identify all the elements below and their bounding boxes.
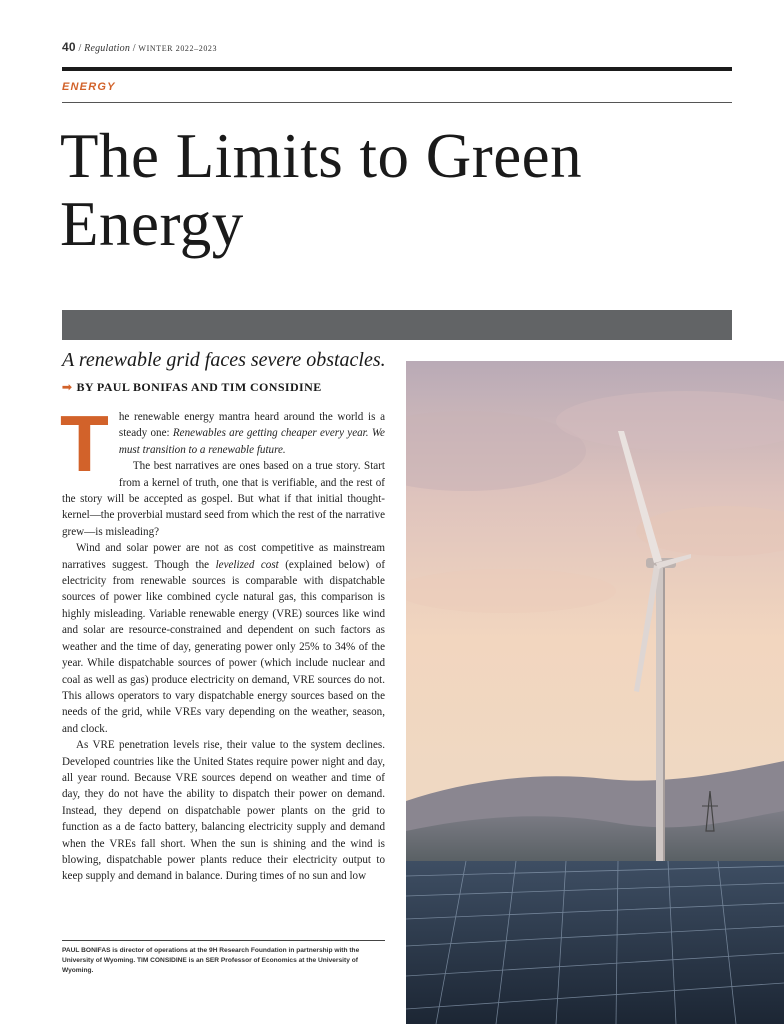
paragraph-text: he renewable energy mantra heard around the world is a steady one: (118, 411, 385, 440)
paragraph (60, 399, 385, 488)
emphasis-text: levelized cost (215, 558, 279, 571)
section-rule (62, 102, 732, 103)
publication-name: Regulation (84, 43, 131, 54)
paragraph-text: (explained below) of electricity from renewable sources is comparable with dispatchable sources of power like combined cycle natural gas, this comparison is highly misleading. Variable renewable energy (VRE) sources like wind and solar are resource-constrained and dependent on such factors as weather and the time of day, generating power only 25% to 34% of the year. While dispatchable sources of power (which include nuclear and coal as well as gas) produce electricity on demand, VRE sources do not. This allows operators to vary dispatchable energy sources based on the needs of the grid, while VREs vary depending on the weather, season, and clock. (62, 558, 386, 735)
folio-separator: / (78, 43, 82, 54)
article-deck: A renewable grid faces severe obstacles. (62, 349, 386, 371)
page-number: 40 (62, 40, 76, 54)
arrow-icon: ➟ (62, 380, 73, 394)
emphasis-text: Renewables are getting cheaper every year. We must transition to a renewable future. (118, 427, 385, 456)
paragraph (62, 540, 385, 737)
byline (62, 380, 322, 395)
page-folio (62, 40, 217, 54)
drop-cap: T (60, 399, 109, 488)
wind-turbine-photo (406, 361, 784, 1024)
author-footnote: PAUL BONIFAS is director of operations at the 9H Research Foundation in partnership with the University of Wyoming. TIM CONSIDINE is an SER Professor of Economics at the University of Wyoming. (62, 940, 385, 976)
issue-label: WINTER 2022–2023 (138, 44, 218, 53)
article-title: The Limits to Green Energy (60, 121, 583, 259)
byline-text: BY PAUL BONIFAS AND TIM CONSIDINE (76, 380, 322, 394)
paragraph-text: Wind and solar power are not as cost competitive as mainstream narratives suggest. Though the (62, 542, 385, 571)
paragraph: The best narratives are ones based on a true story. Start from a kernel of truth, one that is verifiable, and the rest of the story will be accepted as gospel. But what if that initial thought-kernel—the proverbial mustard seed from which the rest of the narrative grew—is misleading? (62, 460, 385, 538)
title-bar (62, 310, 732, 340)
section-label: ENERGY (62, 81, 116, 93)
top-rule (62, 67, 732, 71)
paragraph: As VRE penetration levels rise, their value to the system declines. Developed countries like the United States require power night and day, all year round. Because VRE sources depend on weather and time of day, they do not have the ability to dispatch their power on demand. Instead, they depend on dispatchable power plants on the grid to function as a de facto battery, balancing electricity supply and demand when the VREs fall short. When the sun is shining and the wind is blowing, dispatchable power plants reduce their electricity output to keep supply and demand in balance. During times of no sun and low (62, 739, 385, 883)
article-body (60, 399, 386, 885)
folio-separator: / (132, 43, 136, 54)
